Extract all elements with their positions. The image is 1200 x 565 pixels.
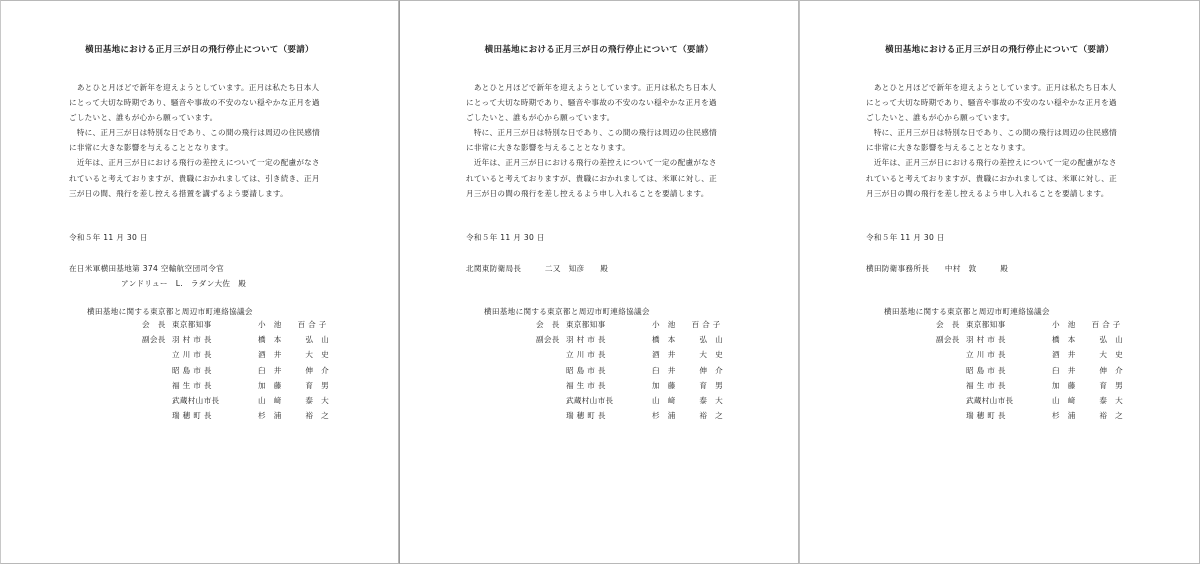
- member-role: 副会長: [536, 335, 560, 345]
- member-row: [142, 334, 332, 349]
- body-line: にとって大切な時期であり、騒音や事故の不安のない穏やかな正月を過: [466, 98, 717, 108]
- addressee-line: 横田防衛事務所長 中村 敦 殿: [866, 264, 1009, 273]
- date: 令和５年 11 月 30 日: [866, 233, 945, 242]
- member-row: [936, 319, 1126, 334]
- member-name: 小 池 百 合 子: [652, 320, 721, 329]
- member-office: 羽 村 市 長: [966, 335, 1006, 345]
- body-line: れていると考えておりますが、貴職におかれましては、米軍に対し、正: [466, 173, 717, 183]
- body-line: 特に、正月三が日は特別な日であり、この間の飛行は周辺の住民感情: [69, 128, 320, 138]
- body-line: 三が日の間、飛行を差し控える措置を講ずるよう要請します。: [69, 188, 289, 198]
- member-row: [142, 410, 332, 425]
- member-office: 瑞 穂 町 長: [566, 411, 606, 421]
- member-row: [536, 380, 726, 395]
- addressee: [69, 261, 246, 291]
- page-title: 横田基地における正月三が日の飛行停止について（要請）: [85, 45, 314, 55]
- member-office: 東京都知事: [566, 320, 606, 329]
- body-text: [466, 80, 776, 201]
- member-role: 会 長: [936, 320, 960, 329]
- member-office: 瑞 穂 町 長: [966, 411, 1006, 421]
- member-row: [936, 395, 1126, 410]
- page-title: 横田基地における正月三が日の飛行停止について（要請）: [885, 45, 1114, 55]
- member-office: 福 生 市 長: [966, 380, 1006, 390]
- addressee: [466, 261, 608, 276]
- member-row: [936, 365, 1126, 380]
- member-row: [142, 349, 332, 364]
- member-office: 武蔵村山市長: [966, 395, 1014, 405]
- addressee-line: アンドリュー L. ラダン大佐 殿: [121, 279, 247, 288]
- council-members: [936, 319, 1126, 425]
- member-row: [142, 395, 332, 410]
- member-office: 立 川 市 長: [966, 350, 1006, 360]
- addressee-line: 北関東防衛局長 二又 知彦 殿: [466, 264, 609, 273]
- member-name: 山 﨑 泰 大: [652, 395, 724, 405]
- body-line: 特に、正月三が日は特別な日であり、この間の飛行は周辺の住民感情: [866, 128, 1117, 138]
- member-row: [536, 365, 726, 380]
- member-row: [936, 349, 1126, 364]
- addressee: [866, 261, 1008, 276]
- member-name: 小 池 百 合 子: [1052, 320, 1121, 329]
- body-line: あとひと月ほどで新年を迎えようとしています。正月は私たち日本人: [69, 83, 320, 92]
- body-line: 月三が日の間の飛行を差し控えるよう申し入れることを要請します。: [866, 188, 1109, 198]
- member-office: 武蔵村山市長: [566, 395, 614, 405]
- body-text: [69, 80, 379, 201]
- member-row: [936, 410, 1126, 425]
- member-row: [142, 365, 332, 380]
- member-office: 羽 村 市 長: [566, 335, 606, 345]
- body-line: あとひと月ほどで新年を迎えようとしています。正月は私たち日本人: [866, 83, 1117, 92]
- council-name: 横田基地に関する東京都と周辺市町連絡協議会: [87, 307, 253, 316]
- member-row: [536, 410, 726, 425]
- body-line: に非常に大きな影響を与えることとなります。: [866, 143, 1031, 153]
- member-name: 臼 井 伸 介: [652, 365, 724, 375]
- body-line: ごしたいと、誰もが心から願っています。: [466, 113, 615, 123]
- body-text: [866, 80, 1176, 201]
- member-office: 立 川 市 長: [566, 350, 606, 360]
- member-name: 橋 本 弘 山: [1052, 335, 1124, 345]
- member-name: 臼 井 伸 介: [258, 365, 330, 375]
- body-line: れていると考えておりますが、貴職におかれましては、米軍に対し、正: [866, 173, 1117, 183]
- member-name: 山 﨑 泰 大: [1052, 395, 1124, 405]
- member-office: 昭 島 市 長: [172, 365, 212, 375]
- member-office: 昭 島 市 長: [566, 365, 606, 375]
- member-office: 立 川 市 長: [172, 350, 212, 360]
- member-name: 臼 井 伸 介: [1052, 365, 1124, 375]
- document-page-1: [0, 0, 399, 564]
- member-name: 小 池 百 合 子: [258, 320, 327, 329]
- member-row: [536, 334, 726, 349]
- council-name: 横田基地に関する東京都と周辺市町連絡協議会: [484, 307, 650, 316]
- member-name: 酒 井 大 史: [1052, 350, 1124, 360]
- body-line: れていると考えておりますが、貴職におかれましては、引き続き、正月: [69, 173, 320, 183]
- body-line: 特に、正月三が日は特別な日であり、この間の飛行は周辺の住民感情: [466, 128, 717, 138]
- member-role: 会 長: [142, 320, 166, 329]
- body-line: にとって大切な時期であり、騒音や事故の不安のない穏やかな正月を過: [69, 98, 320, 108]
- page-title: 横田基地における正月三が日の飛行停止について（要請）: [484, 45, 714, 55]
- body-line: に非常に大きな影響を与えることとなります。: [69, 143, 234, 153]
- member-office: 東京都知事: [966, 320, 1006, 329]
- member-office: 昭 島 市 長: [966, 365, 1006, 375]
- member-name: 杉 浦 裕 之: [258, 411, 330, 421]
- member-name: 杉 浦 裕 之: [652, 411, 724, 421]
- member-row: [936, 334, 1126, 349]
- body-line: ごしたいと、誰もが心から願っています。: [866, 113, 1015, 123]
- member-name: 酒 井 大 史: [652, 350, 724, 360]
- member-role: 副会長: [142, 335, 166, 345]
- body-line: 近年は、正月三が日における飛行の差控えについて一定の配慮がなさ: [69, 158, 320, 168]
- member-row: [936, 380, 1126, 395]
- body-line: にとって大切な時期であり、騒音や事故の不安のない穏やかな正月を過: [866, 98, 1117, 108]
- member-name: 橋 本 弘 山: [652, 335, 724, 345]
- member-role: 副会長: [936, 335, 960, 345]
- member-row: [536, 395, 726, 410]
- member-office: 羽 村 市 長: [172, 335, 212, 345]
- date: 令和５年 11 月 30 日: [466, 233, 545, 242]
- council-members: [536, 319, 726, 425]
- body-line: 近年は、正月三が日における飛行の差控えについて一定の配慮がなさ: [866, 158, 1117, 168]
- member-name: 橋 本 弘 山: [258, 335, 330, 345]
- body-line: に非常に大きな影響を与えることとなります。: [466, 143, 631, 153]
- member-row: [142, 319, 332, 334]
- council-name: 横田基地に関する東京都と周辺市町連絡協議会: [884, 307, 1050, 316]
- member-office: 福 生 市 長: [566, 380, 606, 390]
- member-name: 山 﨑 泰 大: [258, 395, 330, 405]
- date: 令和５年 11 月 30 日: [69, 233, 148, 242]
- body-line: あとひと月ほどで新年を迎えようとしています。正月は私たち日本人: [466, 83, 717, 92]
- member-name: 加 藤 育 男: [1052, 380, 1124, 390]
- member-row: [536, 349, 726, 364]
- body-line: 月三が日の間の飛行を差し控えるよう申し入れることを要請します。: [466, 188, 709, 198]
- member-office: 武蔵村山市長: [172, 395, 220, 405]
- council-members: [142, 319, 332, 425]
- document-page-3: [799, 0, 1200, 564]
- member-name: 杉 浦 裕 之: [1052, 411, 1124, 421]
- member-row: [536, 319, 726, 334]
- member-role: 会 長: [536, 320, 560, 329]
- member-row: [142, 380, 332, 395]
- addressee-line: 在日米軍横田基地第 374 空輸航空団司令官: [69, 264, 225, 273]
- member-office: 瑞 穂 町 長: [172, 411, 212, 421]
- member-office: 東京都知事: [172, 320, 212, 329]
- member-name: 加 藤 育 男: [258, 380, 330, 390]
- member-office: 福 生 市 長: [172, 380, 212, 390]
- member-name: 加 藤 育 男: [652, 380, 724, 390]
- member-name: 酒 井 大 史: [258, 350, 330, 360]
- body-line: 近年は、正月三が日における飛行の差控えについて一定の配慮がなさ: [466, 158, 717, 168]
- body-line: ごしたいと、誰もが心から願っています。: [69, 113, 218, 123]
- document-page-2: [399, 0, 799, 564]
